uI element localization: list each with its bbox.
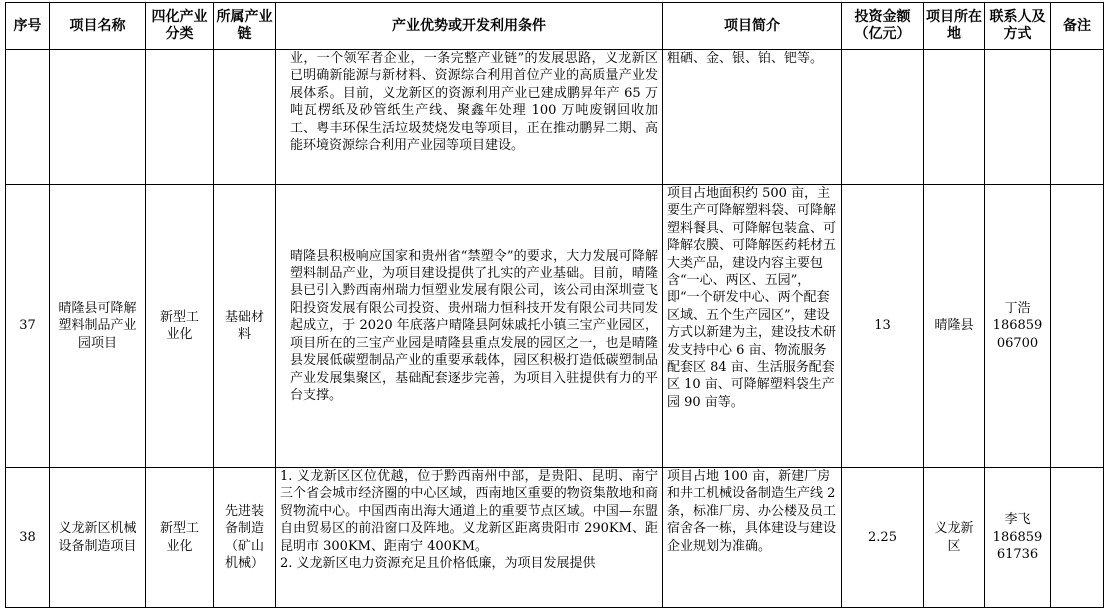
category-cell: 新型工业化 xyxy=(146,468,214,608)
header-seq: 序号 xyxy=(6,3,50,50)
location-cell xyxy=(924,50,985,185)
contact-cell xyxy=(985,50,1051,185)
contact-person: 李飞 xyxy=(1004,512,1031,528)
chain-cell: 基础材料 xyxy=(214,185,276,468)
intro-cell: 粗硒、金、银、铂、钯等。 xyxy=(663,50,842,185)
contact-cell xyxy=(985,468,1051,608)
contact-phone: 18685961736 xyxy=(992,529,1043,563)
conditions-cell: 业，一个领军者企业，一条完整产业链”的发展思路，义龙新区已明确新能源与新材料、资源综合利用首位产业的高质量产业发展体系。目前，义龙新区的资源利用产业已建成鹏昇年产 65 万吨瓦楞纸及砂管纸生产线、聚鑫年处理 100 万吨废钢回收加工、粤丰环保生活垃圾焚烧发电等项目，正在推动鹏昇二期、高能环境资源综合利用产业园等项目建设。 xyxy=(276,50,663,185)
project-table xyxy=(5,2,1104,608)
investment-cell xyxy=(842,50,924,185)
header-name: 项目名称 xyxy=(50,3,146,50)
name-cell xyxy=(50,50,146,185)
intro-cell: 项目占地面积约 500 亩，主要生产可降解塑料袋、可降解塑料餐具、可降解包装盒、可降解农膜、可降解医药耗材五大类产品，建设内容主要包含“一心、两区、五园”，即“一个研发中心、两个配套区域、五个生产园区”，建设方式以新建为主，建设技术研发支持中心 6 亩、物流服务配套区 84 亩、生活服务配套区 10 亩、可降解塑料袋生产园 90 亩等。 xyxy=(663,185,842,468)
contact-cell xyxy=(985,185,1051,468)
name-cell: 晴隆县可降解塑料制品产业园项目 xyxy=(50,185,146,468)
seq-cell xyxy=(6,50,50,185)
header-contact: 联系人及方式 xyxy=(985,3,1051,50)
category-cell xyxy=(146,50,214,185)
table-row xyxy=(6,468,1104,608)
contact-person: 丁浩 xyxy=(1004,300,1031,316)
chain-cell xyxy=(214,50,276,185)
table-row xyxy=(6,185,1104,468)
conditions-cell: 晴隆县积极响应国家和贵州省“禁塑令”的要求，大力发展可降解塑料制品产业，为项目建设提供了扎实的产业基础。目前，晴隆县已引入黔西南州瑞力恒塑业发展有限公司，该公司由深圳壹飞阳投资发展有限公司投资、贵州瑞力恒科技开发有限公司共同发起成立，于 2020 年底落户晴隆县阿妹戚托小镇三宝产业园区，项目所在的三宝产业园是晴隆县重点发展的园区之一，也是晴隆县发展低碳塑制品产业的重要承载体，园区积极打造低碳塑制品产业发展集聚区，基础配套逐步完善，为项目入驻提供有力的平台支撑。 xyxy=(276,185,663,468)
remarks-cell xyxy=(1051,50,1104,185)
location-cell: 晴隆县 xyxy=(924,185,985,468)
chain-cell: 先进装备制造（矿山机械） xyxy=(214,468,276,608)
contact-phone: 18685906700 xyxy=(992,318,1043,351)
seq-cell: 38 xyxy=(6,468,50,608)
header-remarks: 备注 xyxy=(1051,3,1104,50)
investment-cell: 13 xyxy=(842,185,924,468)
header-location: 项目所在地 xyxy=(924,3,985,50)
seq-cell: 37 xyxy=(6,185,50,468)
header-intro: 项目简介 xyxy=(663,3,842,50)
location-cell: 义龙新区 xyxy=(924,468,985,608)
name-cell: 义龙新区机械设备制造项目 xyxy=(50,468,146,608)
table-row xyxy=(6,50,1104,185)
investment-cell: 2.25 xyxy=(842,468,924,608)
header-category: 四化产业分类 xyxy=(146,3,214,50)
intro-cell: 项目占地 100 亩，新建厂房和井工机械设备制造生产线 2 条，标准厂房、办公楼及员工宿舍各一栋，具体建设与建设企业规划为准确。 xyxy=(663,468,842,608)
category-cell: 新型工业化 xyxy=(146,185,214,468)
header-chain: 所属产业链 xyxy=(214,3,276,50)
remarks-cell xyxy=(1051,185,1104,468)
header-investment: 投资金额（亿元） xyxy=(842,3,924,50)
conditions-cell: 1. 义龙新区区位优越，位于黔西南州中部，是贵阳、昆明、南宁三个省会城市经济圈的中心区域，西南地区重要的物资集散地和商贸物流中心。中国西南出海大通道上的重要节点区域。中国—东盟自由贸易区的前沿窗口及阵地。义龙新区距离贵阳市 290KM、距昆明市 300KM、距南宁 400KM。 2. 义龙新区电力资源充足且价格低廉，为项目发展提供 xyxy=(276,468,663,608)
header-conditions: 产业优势或开发利用条件 xyxy=(276,3,663,50)
header-row xyxy=(6,3,1104,50)
remarks-cell xyxy=(1051,468,1104,608)
